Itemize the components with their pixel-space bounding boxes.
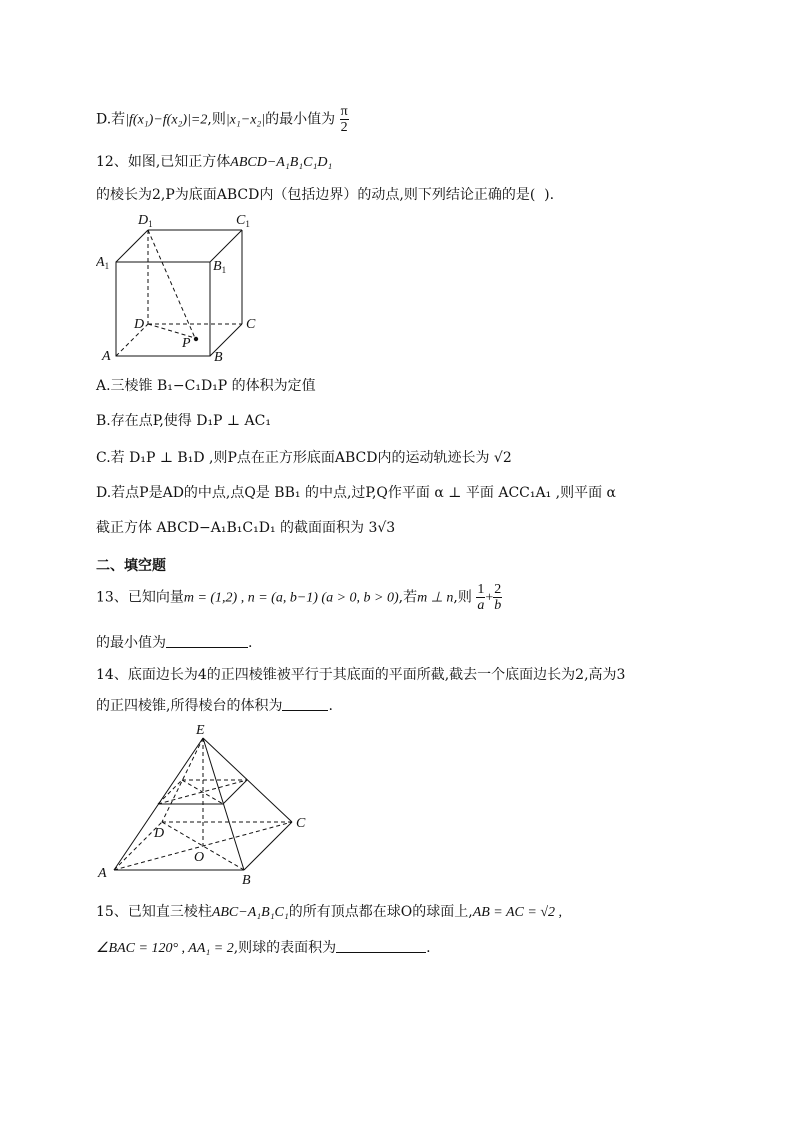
text-fragment: 已知向量 xyxy=(127,589,184,606)
fraction-numerator: 1 xyxy=(477,582,485,597)
q11-option-d xyxy=(96,104,349,135)
fraction-1-over-a xyxy=(476,582,485,613)
math-expression: ABC−A₁B₁C₁ xyxy=(211,905,289,920)
fraction-numerator: π xyxy=(340,104,348,119)
label-b: B xyxy=(214,350,223,365)
fraction-denominator: 2 xyxy=(340,120,348,135)
fraction-2-over-b xyxy=(493,582,502,613)
math-expression: ABCD−A₁B₁C₁D₁ xyxy=(230,155,333,170)
label-a: A xyxy=(98,866,107,881)
label-c1: $C_1$ xyxy=(236,213,250,229)
label-o: O xyxy=(194,850,205,865)
question-number: 13、 xyxy=(96,589,128,606)
q15-line1 xyxy=(96,901,562,921)
answer-blank[interactable] xyxy=(336,940,426,953)
fraction-numerator: 2 xyxy=(494,582,502,597)
q12-option-d-cont: 截正方体 ABCD−A₁B₁C₁D₁ 的截面面积为 3√3 xyxy=(96,520,396,536)
label-c: C xyxy=(246,317,256,332)
label-c: C xyxy=(296,816,306,831)
text-fragment: 的正四棱锥,所得棱台的体积为 xyxy=(96,698,283,714)
label-d: D xyxy=(154,826,165,841)
q12-stem-line2: 的棱长为2,P为底面ABCD内（包括边界）的动点,则下列结论正确的是( ). xyxy=(96,187,555,203)
q15-line2 xyxy=(96,937,431,957)
fraction-pi-over-2 xyxy=(340,104,349,135)
label-p: P xyxy=(182,336,191,351)
question-number: 14、 xyxy=(96,667,128,683)
math-expression: ∠BAC = 120° , AA₁ = 2 xyxy=(96,941,234,956)
plus-sign: + xyxy=(485,590,494,606)
text-fragment: 的所有顶点都在球O的球面上, xyxy=(288,904,473,920)
math-expression: m = (1,2) , n = (a, b−1) (a > 0, b > 0) xyxy=(183,590,399,606)
fraction-denominator: a xyxy=(477,598,485,613)
q12-option-d: D.若点P是AD的中点,点Q是 BB₁ 的中点,过P,Q作平面 α ⊥ 平面 ACC₁A₁ ,则平面 α xyxy=(96,485,617,501)
text-fragment: . xyxy=(328,698,333,714)
q12-option-c: C.若 D₁P ⊥ B₁D ,则P点在正方形底面ABCD内的运动轨迹长为 √2 xyxy=(96,450,512,466)
math-expression: |f(x₁)−f(x₂)|=2 xyxy=(125,112,208,128)
q13-line2 xyxy=(96,632,252,652)
text-fragment: ,若 xyxy=(398,589,418,606)
label-b: B xyxy=(242,873,251,888)
question-number: 15、 xyxy=(96,904,128,920)
text-fragment: ,则 xyxy=(453,589,472,606)
pyramid-figure xyxy=(96,720,326,890)
text-fragment: . xyxy=(248,635,253,651)
answer-blank[interactable] xyxy=(166,635,248,648)
point-p xyxy=(194,337,198,341)
math-expression: |x₁−x₂| xyxy=(225,112,266,128)
answer-blank[interactable] xyxy=(282,698,328,711)
text-fragment: 的最小值为 xyxy=(96,635,166,651)
cube-figure xyxy=(96,208,276,368)
label-d: D xyxy=(134,317,145,332)
label-a: A xyxy=(102,349,111,364)
question-number: 12、 xyxy=(96,154,128,170)
text-fragment: 底面边长为4的正四棱锥被平行于其底面的平面所截,截去一个底面边长为2,高为3 xyxy=(127,667,626,683)
q14-line2 xyxy=(96,695,333,715)
label-b1: $B_1$ xyxy=(213,259,227,275)
text-fragment: . xyxy=(426,940,431,956)
label-a1: $A_1$ xyxy=(96,255,110,271)
label-e: E xyxy=(196,723,205,738)
fraction-denominator: b xyxy=(494,598,502,613)
section-title: 二、填空题 xyxy=(96,558,166,574)
text-fragment: 已知直三棱柱 xyxy=(127,904,212,920)
option-label: D.若 xyxy=(96,111,126,128)
q13-line1 xyxy=(96,582,502,613)
text-fragment: ,则球的表面积为 xyxy=(233,940,337,956)
q14-line1 xyxy=(96,664,625,684)
q12-stem-line1 xyxy=(96,151,332,171)
math-expression: AB = AC = √2 , xyxy=(472,905,563,920)
cube-front-face xyxy=(116,262,210,356)
q12-option-a: A.三棱锥 B₁−C₁D₁P 的体积为定值 xyxy=(96,378,316,394)
q12-option-b: B.存在点P,使得 D₁P ⊥ AC₁ xyxy=(96,413,271,429)
math-expression: m ⊥ n xyxy=(417,590,454,606)
text-fragment: 的最小值为 xyxy=(265,111,336,128)
label-d1: $D_1$ xyxy=(138,213,153,229)
text-fragment: 如图,已知正方体 xyxy=(127,154,231,170)
text-fragment: ,则 xyxy=(207,111,226,128)
segment-d1p xyxy=(148,230,195,338)
